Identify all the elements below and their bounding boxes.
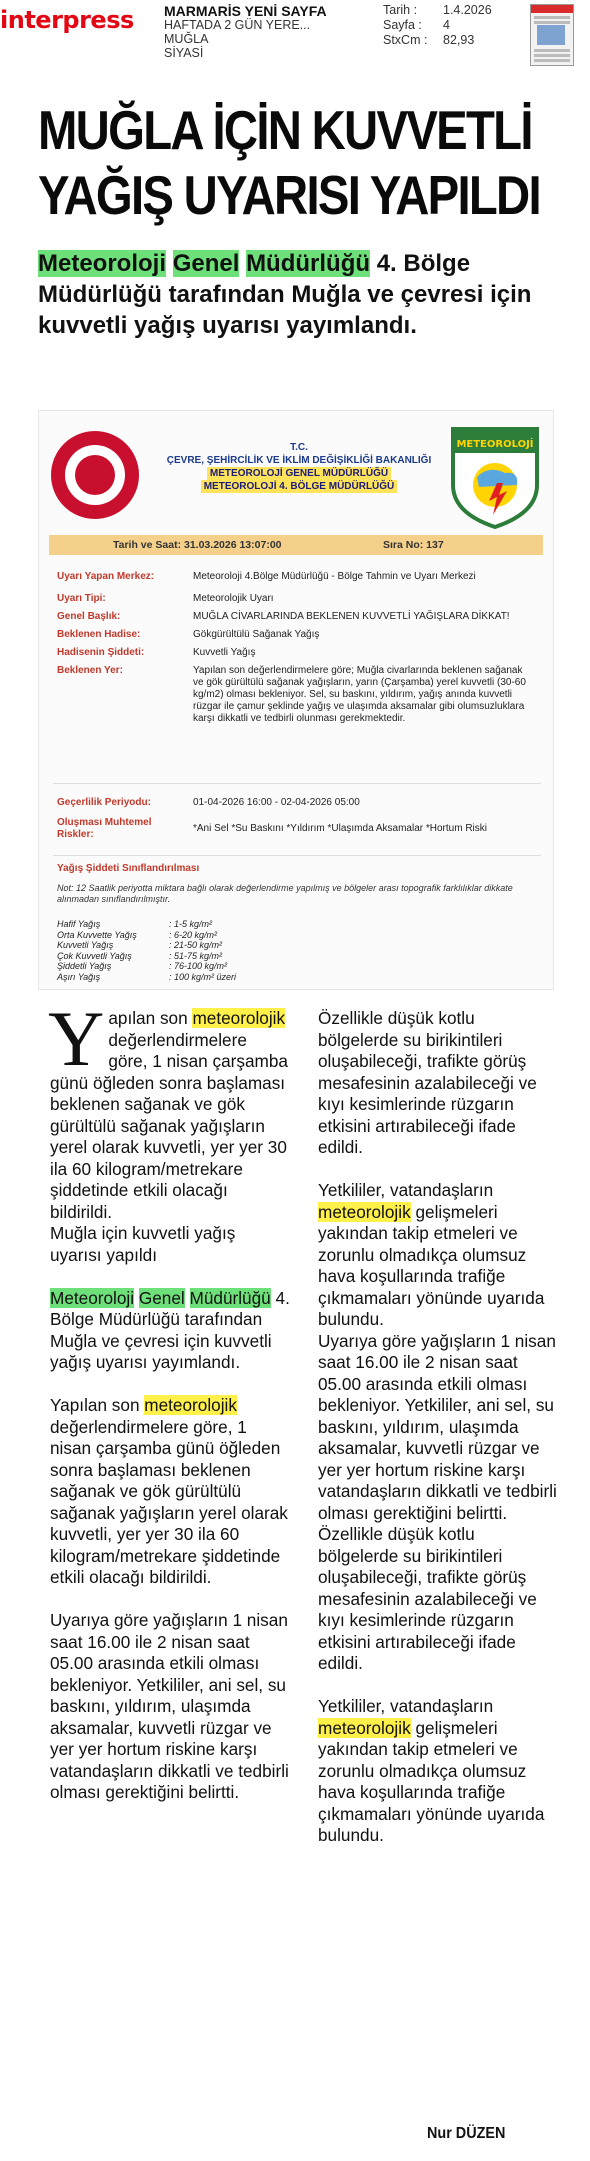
paragraph [318, 1696, 558, 1847]
publication-name: MARMARİS YENİ SAYFA [164, 3, 327, 19]
author-byline: Nur DÜZEN [427, 2125, 506, 2142]
paragraph: Uyarıya göre yağışların 1 nisan saat 16.00 ile 2 nisan saat 05.00 arasında etkili olması bekleniyor. Yetkililer, ani sel, su baskını, yıldırım, ulaşımda aksamalar, kuvvetli rüzgar ve yer yer hortum riskine karşı vatandaşların dikkatli ve tedbirli olması gerektiğini belirtti. [50, 1610, 289, 1802]
scale-row [57, 972, 236, 983]
article-column-left [48, 995, 290, 1804]
highlight-term: Genel [138, 1287, 185, 1308]
scale-name: Orta Kuvvette Yağış [57, 929, 137, 940]
paragraph-text: Yetkililer, vatandaşların [318, 1180, 494, 1200]
paragraph-text: apılan son [108, 1008, 193, 1028]
badge-text: METEOROLOJİ [456, 439, 534, 450]
highlight-term: meteorolojik [144, 1395, 237, 1415]
publication-region: MUĞLA [164, 32, 209, 46]
highlight-term: Meteoroloji [38, 250, 167, 277]
field-label: Oluşması Muhtemel Riskler: [57, 817, 152, 840]
field-value: MUĞLA CİVARLARINDA BEKLENEN KUVVETLİ YAĞIŞLARA DİKKAT! [193, 611, 510, 622]
field-label: Genel Başlık: [57, 611, 121, 622]
article-column-right [318, 1008, 558, 1847]
field-label: Beklenen Hadise: [57, 629, 141, 640]
article-subheadline [38, 248, 558, 341]
field-label: Beklenen Yer: [57, 665, 123, 676]
scale-title: Yağış Şiddeti Sınıflandırılması [57, 863, 200, 874]
scale-name: Şiddetli Yağış [57, 961, 112, 971]
publication-edition: HAFTADA 2 GÜN YERE... [164, 18, 311, 32]
clipping-header [0, 0, 590, 70]
highlight-term: meteorolojik [318, 1201, 411, 1222]
scale-value: : 6-20 kg/m² [169, 929, 218, 940]
scale-name: Hafif Yağış [57, 919, 101, 929]
highlight-term: Genel [172, 250, 240, 277]
paragraph [50, 1288, 290, 1374]
scale-list [57, 919, 236, 982]
paragraph-text: değerlendirmelere göre, 1 nisan çarşamba günü öğleden sonra başlaması beklenen sağanak ve gök gürültülü sağanak yağışların yerel olarak kuvvetli, yer yer 30 ila 60 kilogram/metrekare şiddetinde etkili olacağı bildirildi. [50, 1416, 288, 1587]
headline-line-2: YAĞIŞ UYARISI YAPILDI [38, 164, 540, 226]
subhead-text: 4. Bölge Müdürlüğü tarafından Muğla ve çevresi için kuvvetli yağış uyarısı yayımlandı. [38, 250, 532, 339]
scale-row [57, 930, 236, 941]
field-value: Meteorolojik Uyarı [193, 593, 274, 604]
field-value: Kuvvetli Yağış [193, 647, 256, 658]
clipping-meta [383, 3, 492, 48]
scale-value: : 76-100 kg/m² [169, 961, 228, 971]
meta-label: StxCm : [383, 33, 428, 47]
paragraph-text: değerlendirmelere göre, 1 nisan çarşamba günü öğleden sonra başlaması beklenen sağanak ve gök gürültülü sağanak yağışların yerel olarak kuvvetli, yer yer 30 ila 60 kilogram/metrekare şiddetinde etkili olacağı bildirildi. [50, 1029, 288, 1222]
drop-cap: Y [48, 995, 105, 1082]
paragraph [50, 1395, 290, 1589]
divider [53, 783, 541, 784]
paragraph-text: Yetkililer, vatandaşların [318, 1696, 494, 1716]
scale-row [57, 951, 236, 962]
field-label: Uyarı Tipi: [57, 593, 106, 604]
meta-value: 4 [443, 18, 450, 32]
scale-value: : 100 kg/m² üzeri [169, 971, 237, 982]
bulletin-datebar [49, 535, 543, 555]
meta-label: Tarih : [383, 3, 418, 17]
scale-value: : 21-50 kg/m² [169, 940, 223, 950]
paragraph-text: gelişmeleri yakından takip etmeleri ve zorunlu olmadıkça olumsuz hava koşullarında trafiğe çıkmamaları yönünde uyarıda bulundu. [318, 1717, 545, 1845]
issuer-country: T.C. [290, 442, 308, 453]
publication-info [164, 4, 327, 60]
scale-name: Çok Kuvvetli Yağış [57, 950, 132, 961]
scale-row [57, 940, 236, 951]
meta-row-page [383, 18, 492, 33]
paragraph [318, 1180, 558, 1331]
bulletin-sequence: Sıra No: 137 [383, 539, 444, 551]
paragraph: Özellikle düşük kotlu bölgelerde su birikintileri oluşabileceği, trafikte görüş mesafesinin azalabileceği ve kıyı kesimlerinde rüzgarın etkisini artırabileceği ifade edildi. [318, 1524, 537, 1673]
highlight-term: Müdürlüğü [189, 1287, 271, 1308]
scale-name: Aşırı Yağış [57, 971, 101, 982]
paragraph: Özellikle düşük kotlu bölgelerde su birikintileri oluşabileceği, trafikte görüş mesafesinin azalabileceği ve kıyı kesimlerinde rüzgarın etkisini artırabileceği ifade edildi. [318, 1008, 537, 1157]
headline-line-1: MUĞLA İÇİN KUVVETLİ [38, 99, 532, 161]
meta-label: Sayfa : [383, 18, 422, 32]
weather-warning-bulletin [38, 410, 554, 990]
issuer-regional: METEOROLOJİ 4. BÖLGE MÜDÜRLÜĞÜ [201, 480, 398, 493]
issuer-ministry: ÇEVRE, ŞEHİRCİLİK VE İKLİM DEĞİŞİKLİĞİ BAKANLIĞI [166, 455, 432, 466]
highlight-term: Müdürlüğü [246, 250, 371, 277]
scale-row [57, 961, 236, 972]
publication-section: SİYASİ [164, 46, 204, 60]
interpress-logo: interpress [0, 6, 134, 34]
highlight-term: meteorolojik [192, 1008, 286, 1028]
field-value: Yapılan son değerlendirmelere göre; Muğla civarlarında beklenen sağanak ve gök gürültülü sağanak yağışların, yarın (Çarşamba) yerel kuvvetli (30-60 kg/m2) olması bekleniyor. Sel, su baskını, yıldırım, yağış anında kuvvetli rüzgar ile çamur şeklinde yağış ve ulaşımda aksamalar gibi olumsuzluklara karşı dikkatli ve tedbirli olunması gerekmektedir. [193, 665, 526, 724]
paragraph-text: 4. Bölge Müdürlüğü tarafından Muğla ve çevresi için kuvvetli yağış uyarısı yayımlandı. [50, 1287, 290, 1372]
field-value: Gökgürültülü Sağanak Yağış [193, 629, 320, 640]
divider [53, 855, 541, 856]
article-headline [38, 98, 540, 228]
paragraph-text: gelişmeleri yakından takip etmeleri ve zorunlu olmadıkça olumsuz hava koşullarında trafiğe çıkmamaları yönünde uyarıda bulundu. [318, 1201, 545, 1329]
meta-row-date [383, 3, 492, 18]
bulletin-datetime: Tarih ve Saat: 31.03.2026 13:07:00 [113, 539, 282, 551]
bulletin-issuer [149, 441, 449, 493]
paragraph-text: Yapılan son [50, 1395, 145, 1415]
ministry-seal-icon [51, 431, 139, 519]
issuer-general: METEOROLOJİ GENEL MÜDÜRLÜĞÜ [207, 467, 391, 480]
page-thumbnail[interactable] [530, 4, 574, 66]
field-label: Uyarı Yapan Merkez: [57, 571, 155, 582]
scale-name: Kuvvetli Yağış [57, 940, 114, 950]
field-value: *Ani Sel *Su Baskını *Yıldırım *Ulaşımda Aksamalar *Hortum Riski [193, 823, 487, 834]
paragraph: Uyarıya göre yağışların 1 nisan saat 16.00 ile 2 nisan saat 05.00 arasında etkili olması bekleniyor. Yetkililer, ani sel, su baskını, yıldırım, ulaşımda aksamalar, kuvvetli rüzgar ve yer yer hortum riskine karşı vatandaşların dikkatli ve tedbirli olması gerektiğini belirtti. [318, 1330, 557, 1523]
highlight-term: meteorolojik [318, 1717, 411, 1738]
field-value: 01-04-2026 16:00 - 02-04-2026 05:00 [193, 797, 360, 808]
field-value: Meteoroloji 4.Bölge Müdürlüğü - Bölge Tahmin ve Uyarı Merkezi [193, 571, 476, 582]
meta-value: 82,93 [443, 33, 475, 47]
scale-note: Not: 12 Saatlik periyotta miktara bağlı olarak değerlendirme yapılmış ve bölgeler arası topografik farklılıklar dikkate alınmadan sınıflandırılmıştır. [57, 883, 513, 904]
meteorology-badge-icon [449, 425, 541, 529]
highlight-term: Meteoroloji [50, 1287, 135, 1308]
paragraph [48, 995, 290, 1223]
field-label: Geçerlilik Periyodu: [57, 797, 151, 808]
scale-value: : 1-5 kg/m² [169, 919, 213, 929]
scale-row [57, 919, 236, 930]
meta-value: 1.4.2026 [443, 3, 492, 17]
meta-row-stxcm [383, 33, 492, 48]
paragraph: Muğla için kuvvetli yağış uyarısı yapıldı [50, 1223, 236, 1265]
scale-value: : 51-75 kg/m² [169, 950, 223, 961]
field-label: Hadisenin Şiddeti: [57, 647, 145, 658]
